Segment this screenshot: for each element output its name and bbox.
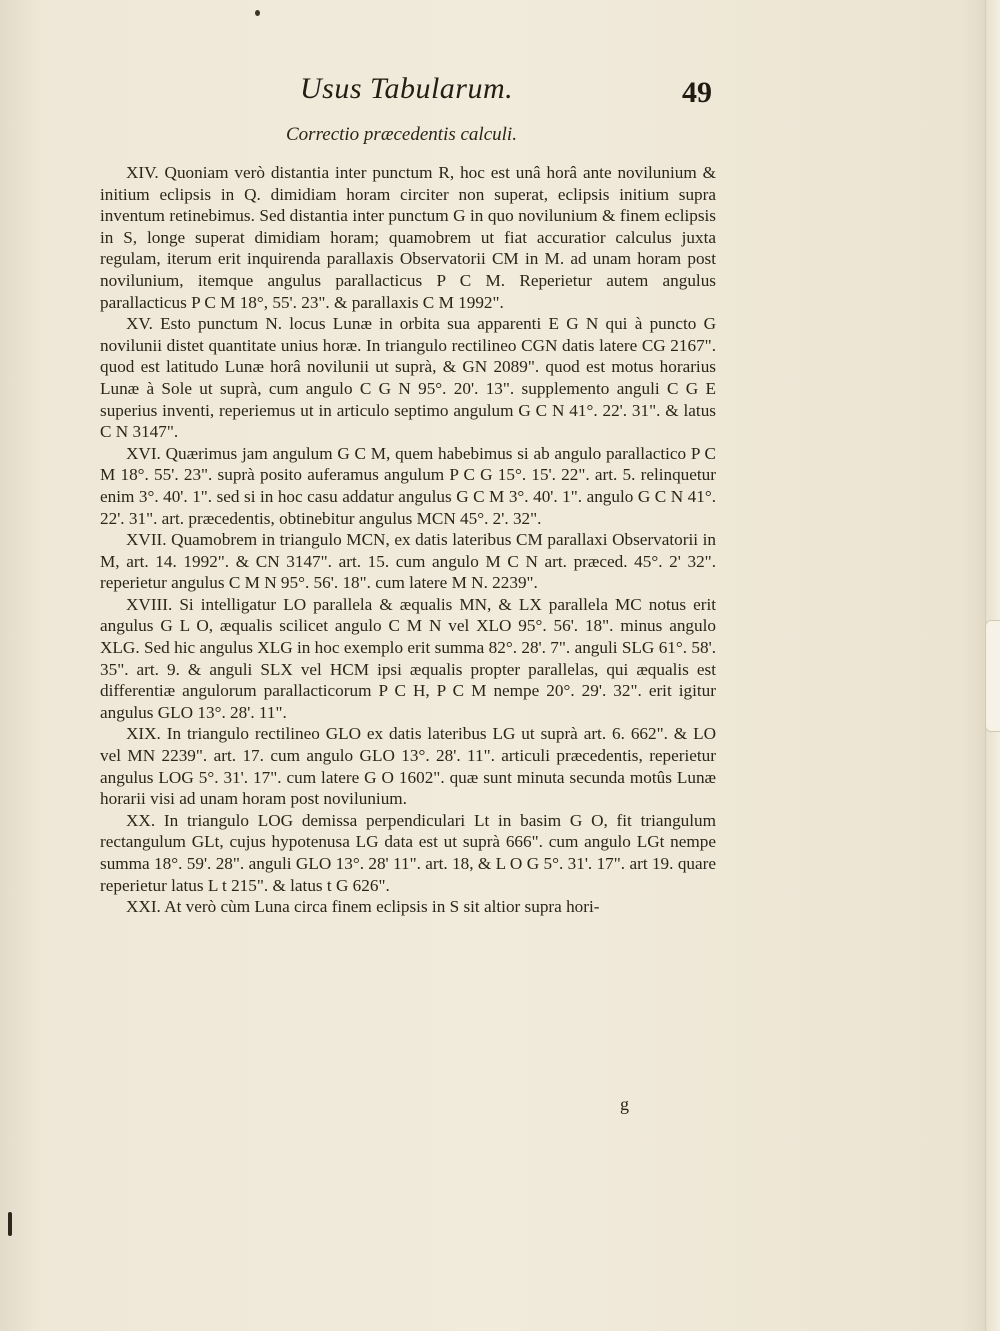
paragraph-xv: XV. Esto punctum N. locus Lunæ in orbita sua apparenti E G N qui à puncto G novilunii distet quantitate unius horæ. In triangulo rectilineo CGN datis latere CG 2167". quod est latitudo Lunæ horâ novilunii ut suprà, & GN 2089". quod est motus horarius Lunæ à Sole ut suprà, cum angulo C G N 95°. 20'. 13". supplemento anguli C G E superius inventi, reperiemus ut in articulo septimo angulum G C N 41°. 22'. 31". & latus C N 3147".	[100, 314, 716, 442]
paragraph-xvi: XVI. Quærimus jam angulum G C M, quem habebimus si ab angulo parallactico P C M 18°. 55'. 23". suprà posito auferamus angulum P C G 15°. 15'. 22". art. 5. relinquetur enim 3°. 40'. 1". sed si in hoc casu addatur angulus G C M 3°. 40'. 1". angulo G C N 41°. 22'. 31". art. præcedentis, obtinebitur angulus MCN 45°. 2'. 32".	[100, 443, 716, 528]
section-heading: Correctio præcedentis calculi.	[286, 124, 517, 145]
running-title: Usus Tabularum.	[300, 72, 514, 105]
paragraph-xix: XIX. In triangulo rectilineo GLO ex datis lateribus LG ut suprà art. 6. 662". & LO vel MN 2239". art. 17. cum angulo GLO 13°. 28'. 11". articuli præcedentis, reperietur angulus LOG 5°. 31'. 17". cum latere G O 1602". quæ sunt minuta secunda motûs Lunæ horarii visi ad unam horam post novilunium.	[100, 724, 716, 809]
paragraph-xvii: XVII. Quamobrem in triangulo MCN, ex datis lateribus CM parallaxi Observatorii in M, art. 14. 1992". & CN 3147". art. 15. cum angulo M C N art. præced. 45°. 2' 32". reperietur angulus C M N 95°. 56'. 18". cum latere M N. 2239".	[100, 530, 716, 593]
paragraph-xviii: XVIII. Si intelligatur LO parallela & æqualis MN, & LX parallela MC notus erit angulus G L O, æqualis scilicet angulo C M N vel XLO 95°. 56'. 18". minus angulo XLG. Sed hic angulus XLG in hoc exemplo erit summa 82°. 28'. 7". anguli SLG 61°. 58'. 35". art. 9. & anguli SLX vel HCM ipsi æqualis propter parallelas, qui æqualis est differentiæ angulorum parallacticorum P C H, P C M nempe 20°. 29'. 32". erit igitur angulus GLO 13°. 28'. 11".	[100, 594, 716, 722]
page-number: 49	[682, 76, 712, 109]
ink-mark	[8, 1212, 12, 1236]
catchword: g	[620, 1094, 629, 1114]
paragraph-xiv: XIV. Quoniam verò distantia inter punctum R, hoc est unâ horâ ante novilunium & initium eclipsis in Q. dimidiam horam circiter non superat, eclipsis initium supra inventum retinebimus. Sed distantia inter punctum G in quo novilunium & finem eclipsis in S, longe superat dimidiam horam; quamobrem ut fiat accuratior calculus juxta regulam, iterum erit inquirenda parallaxis Observatorii CM in M. ad unam horam post novilunium, itemque angulus parallacticus P C M. Reperietur autem angulus parallacticus P C M 18°, 55'. 23". & parallaxis C M 1992".	[100, 163, 716, 312]
page-edge-tab	[985, 620, 1000, 732]
page-header	[0, 72, 1000, 122]
body-text	[100, 162, 716, 918]
paragraph-xx: XX. In triangulo LOG demissa perpendiculari Lt in basim G O, fit triangulum rectangulum GLt, cujus hypotenusa LG data est ut suprà 666". cum angulo LGt nempe summa 18°. 59'. 28". anguli GLO 13°. 28' 11". art. 18, & L O G 5°. 31'. 17". art 19. quare reperietur latus L t 215". & latus t G 626".	[100, 810, 716, 895]
paragraph-xxi: XXI. At verò cùm Luna circa finem eclipsis in S sit altior supra hori-	[126, 897, 600, 917]
ink-spot	[255, 10, 260, 16]
